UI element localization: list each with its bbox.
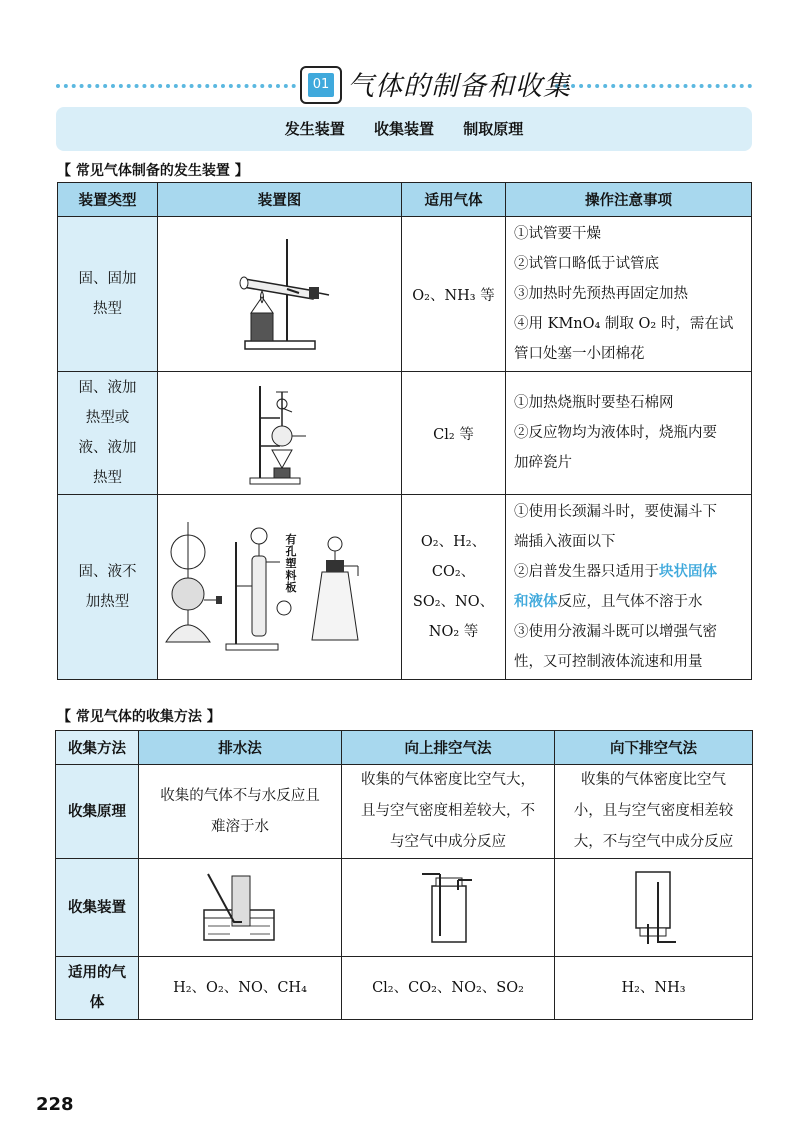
- header-dotted-line-right: [555, 84, 752, 88]
- collection-principle: 收集的气体密度比空气 小，且与空气密度相差较 大，不与空气中成分反应: [555, 765, 753, 859]
- table-row: [58, 495, 752, 680]
- applicable-gases: Cl₂、CO₂、NO₂、SO₂: [342, 957, 555, 1020]
- row-label: 收集装置: [56, 859, 139, 957]
- applicable-gases: H₂、O₂、NO、CH₄: [139, 957, 342, 1020]
- column-header: 向下排空气法: [555, 731, 753, 765]
- apparatus-type: 固、固加 热型: [58, 217, 158, 372]
- section-badge: [300, 66, 342, 104]
- column-header: 操作注意事项: [506, 183, 752, 217]
- applicable-gases: Cl₂ 等: [402, 372, 506, 495]
- collection-apparatus: [342, 859, 555, 957]
- row-label: 适用的气 体: [56, 957, 139, 1020]
- solid-liquid-heating-apparatus-icon: [240, 378, 320, 488]
- operation-notes: ①使用长颈漏斗时，要使漏斗下 端插入液面以下 ②启普发生器只适用于块状固体 和液体反应，且气体不溶于水 ③使用分液漏斗既可以增强气密 性，又可控制液体流速和用量: [506, 495, 752, 680]
- solid-solid-heating-apparatus-icon: [225, 229, 335, 359]
- collection-methods-table: [55, 730, 753, 1020]
- apparatus-diagram: [158, 217, 402, 372]
- table-row: [56, 859, 753, 957]
- no-heating-apparatus-icon: [162, 512, 398, 662]
- collection-principle: 收集的气体密度比空气大， 且与空气密度相差较大，不 与空气中成分反应: [342, 765, 555, 859]
- apparatus-type: 固、液加 热型或 液、液加 热型: [58, 372, 158, 495]
- column-header: 适用气体: [402, 183, 506, 217]
- table-header-row: [58, 183, 752, 217]
- row-label: 收集原理: [56, 765, 139, 859]
- page-number: 228: [36, 1094, 74, 1115]
- table-row: [58, 217, 752, 372]
- operation-notes: ①加热烧瓶时要垫石棉网 ②反应物均为液体时，烧瓶内要 加碎瓷片: [506, 372, 752, 495]
- perforated-plastic-plate-label: 有 孔 塑 料 板: [285, 533, 297, 594]
- table-row: [56, 957, 753, 1020]
- subtitle-item: 发生装置: [284, 120, 345, 138]
- column-header: 排水法: [139, 731, 342, 765]
- collection-apparatus: [555, 859, 753, 957]
- generation-apparatus-table: [57, 182, 752, 680]
- upward-air-displacement-icon: [418, 870, 478, 946]
- apparatus-diagram: [158, 495, 402, 680]
- applicable-gases: O₂、NH₃ 等: [402, 217, 506, 372]
- highlight-text: 和液体: [514, 593, 558, 610]
- downward-air-displacement-icon: [624, 868, 684, 948]
- collection-principle: 收集的气体不与水反应且 难溶于水: [139, 765, 342, 859]
- subtitle-bar: [56, 107, 752, 151]
- subtitle-item: 制取原理: [463, 120, 524, 138]
- column-header: 装置图: [158, 183, 402, 217]
- applicable-gases: O₂、H₂、 CO₂、 SO₂、NO、 NO₂ 等: [402, 495, 506, 680]
- apparatus-diagram: [158, 372, 402, 495]
- subtitle-item: 收集装置: [373, 120, 434, 138]
- page-title: 气体的制备和收集: [347, 71, 571, 102]
- section-number: 01: [308, 73, 334, 97]
- column-header: 收集方法: [56, 731, 139, 765]
- water-displacement-icon: [200, 870, 280, 946]
- header-dotted-line-left: [56, 84, 296, 88]
- operation-notes: ①试管要干燥 ②试管口略低于试管底 ③加热时先预热再固定加热 ④用 KMnO₄ 制取 O₂ 时，需在试 管口处塞一小团棉花: [506, 217, 752, 372]
- highlight-text: 块状固体: [659, 563, 717, 580]
- table-row: [56, 765, 753, 859]
- table-row: [58, 372, 752, 495]
- applicable-gases: H₂、NH₃: [555, 957, 753, 1020]
- column-header: 装置类型: [58, 183, 158, 217]
- collection-apparatus: [139, 859, 342, 957]
- section-heading-collection: 【 常见气体的收集方法 】: [57, 709, 221, 725]
- section-heading-generation: 【 常见气体制备的发生装置 】: [57, 163, 249, 179]
- apparatus-type: 固、液不 加热型: [58, 495, 158, 680]
- table-header-row: [56, 731, 753, 765]
- column-header: 向上排空气法: [342, 731, 555, 765]
